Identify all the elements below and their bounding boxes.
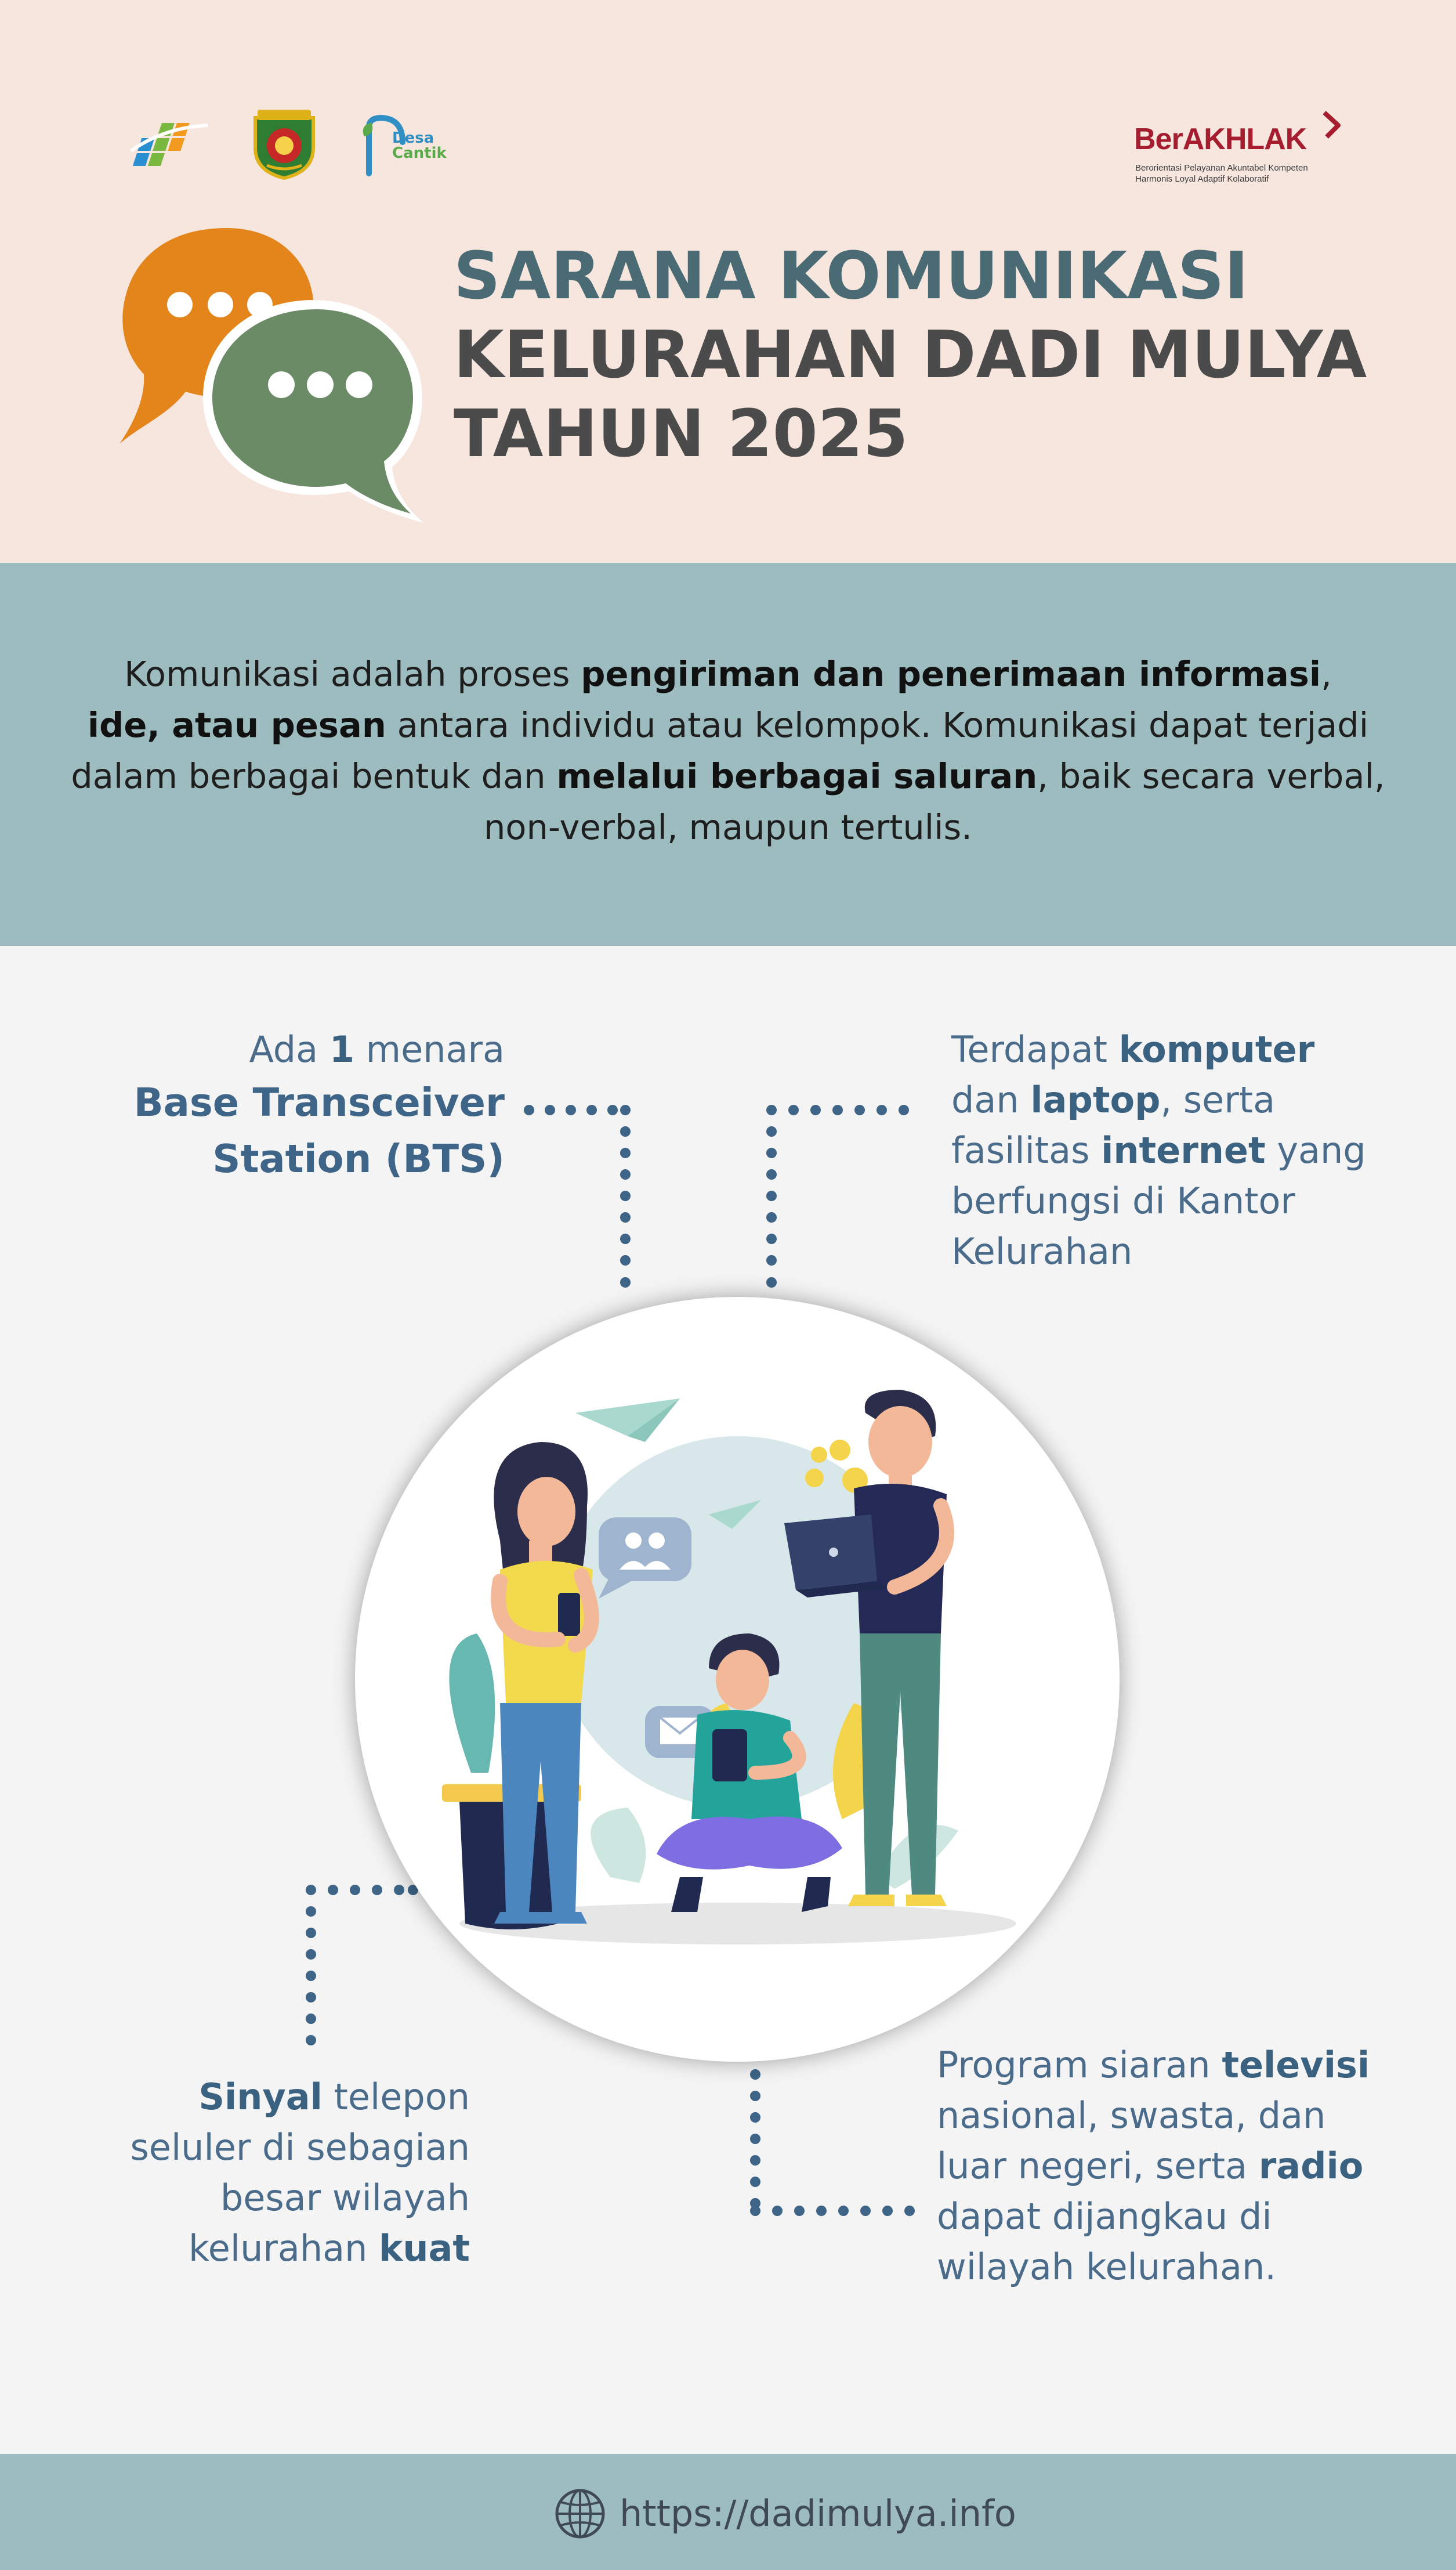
bts-line3: Station (BTS) (212, 1136, 505, 1181)
bts-line1: Ada 1 menara (249, 1028, 505, 1071)
emoji-icon (805, 1469, 824, 1487)
globe-icon (554, 2488, 606, 2540)
intro-text-1: Komunikasi adalah proses (124, 654, 581, 694)
footer (0, 2454, 1456, 2570)
berakhlak-chevron-icon (1320, 109, 1343, 144)
desa-logo-line1: Desa (392, 129, 434, 147)
berakhlak-subtitle (1135, 162, 1308, 185)
callout-bts (0, 1024, 505, 1187)
header (0, 0, 1456, 563)
page-title (454, 237, 1367, 473)
title-line1: SARANA KOMUNIKASI (454, 238, 1249, 314)
intro-bold-2: ide, atau pesan (87, 705, 386, 745)
connector-komputer (766, 1105, 909, 1288)
title-line2: KELURAHAN DADI MULYA (454, 317, 1367, 393)
berakhlak-logo (1134, 109, 1349, 185)
chat-bubbles-icon (116, 223, 441, 525)
berakhlak-word: BerAKHLAK (1134, 122, 1307, 156)
website-link[interactable]: https://dadimulya.info (620, 2492, 1016, 2535)
berakhlak-sub-line1: Berorientasi Pelayanan Akuntabel Kompeten (1135, 163, 1308, 173)
intro-bold-3: melalui berbagai saluran (556, 756, 1038, 796)
connector-bts (524, 1105, 631, 1288)
emoji-icon (811, 1447, 827, 1463)
callout-sinyal: Sinyal telepon seluler di sebagian besar wilayah kelurahan kuat (130, 2076, 470, 2269)
people-communicating-illustration (355, 1297, 1120, 2062)
intro-text-2: , (1321, 654, 1332, 694)
intro-bold-1: pengiriman dan penerimaan informasi (581, 654, 1321, 694)
intro-text-3: antara individu atau kelompok. Komunikasi dapat terjadi dalam berbagai bentuk dan (71, 705, 1369, 796)
bts-line2: Base Transceiver (133, 1080, 505, 1125)
intro-text-4: , baik secara verbal, non-verbal, maupun tertulis. (483, 756, 1385, 847)
title-line3: TAHUN 2025 (454, 396, 908, 472)
bps-logo-icon (129, 110, 210, 174)
seal-logo-icon (249, 107, 319, 180)
intro-band (0, 563, 1456, 946)
emoji-icon (830, 1440, 850, 1461)
intro-paragraph (70, 649, 1386, 853)
connector-tv (750, 2069, 915, 2216)
callout-televisi: Program siaran televisi nasional, swasta, dan luar negeri, serta radio dapat dijangkau di wilayah kelurahan. (937, 2044, 1370, 2288)
illustration-circle (355, 1297, 1120, 2062)
berakhlak-sub-line2: Harmonis Loyal Adaptif Kolaboratif (1135, 174, 1269, 184)
desa-logo-line2: Cantik (392, 144, 447, 162)
desa-cantik-logo (358, 113, 447, 180)
callout-komputer: Terdapat komputer dan laptop, serta fasilitas internet yang berfungsi di Kantor Kelurahan (951, 1028, 1366, 1273)
